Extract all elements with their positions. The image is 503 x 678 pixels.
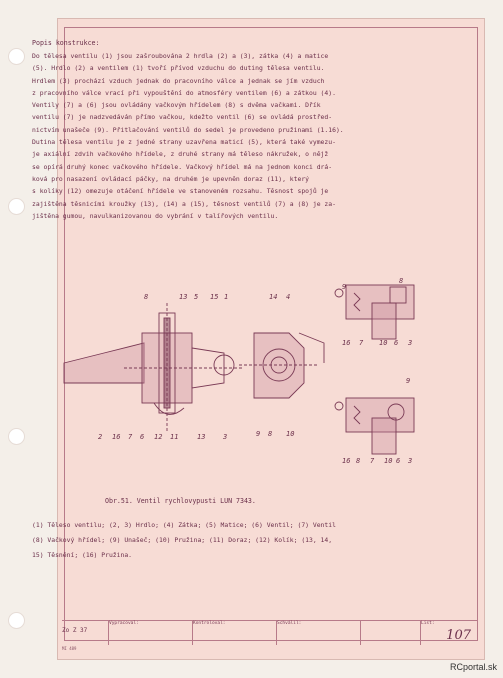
parts-legend xyxy=(32,518,336,563)
text-line: zajištěna těsnicími kroužky (13), (14) a (15), těsnost ventilů (7) a (8) je za- xyxy=(32,199,336,208)
part-label: 15 xyxy=(210,293,219,301)
part-label: 1 xyxy=(224,293,229,301)
text-line: s kolíky (12) omezuje otáčení hřídele ve stanoveném rozsahu. Těsnost spojů je xyxy=(32,187,329,196)
part-label: 13 xyxy=(179,293,188,301)
part-label: 5 xyxy=(194,293,199,301)
legend-line: (1) Těleso ventilu; (2, 3) Hrdlo; (4) Zátka; (5) Matice; (6) Ventil; (7) Ventil xyxy=(32,521,336,529)
part-label: 16 xyxy=(342,339,351,347)
part-label: 14 xyxy=(269,293,278,301)
part-label: 9 xyxy=(342,283,347,291)
text-line: (5). Hrdlo (2) a ventilem (1) tvoří přívod vzduchu do duting tělesa ventilu. xyxy=(32,64,325,73)
part-label: 3 xyxy=(408,457,413,465)
part-label: 6 xyxy=(140,433,145,441)
text-line: nictvím unašeče (9). Přitlačování ventilů do sedel je provedeno pružinami (1.16). xyxy=(32,125,344,134)
part-label: 10 xyxy=(286,430,295,438)
text-line: ková pro nasazení ovládací páčky, na druhém je upevněn doraz (11), který xyxy=(32,174,310,183)
valve-technical-drawing xyxy=(24,273,420,491)
sheet-code: Zo Z 37 xyxy=(62,627,88,634)
titleblock-label: Vypracoval: xyxy=(109,621,139,626)
site-watermark: RCportal.sk xyxy=(449,662,497,672)
part-label: 8 xyxy=(356,457,361,465)
part-label: 16 xyxy=(342,457,351,465)
text-line: jištěna gumou, navulkanizovanou do vybrání v talířových ventilu. xyxy=(32,211,279,220)
text-line: se opírá druhý konec vačkového hřídele. Vačkový hřídel má na jednom konci drá- xyxy=(32,162,333,171)
section-heading: Popis konstrukce: xyxy=(32,39,100,47)
page-number: 107 xyxy=(446,628,471,643)
title-block xyxy=(62,620,478,645)
titleblock-label: List: xyxy=(421,621,435,626)
part-label: 10 xyxy=(379,339,388,347)
part-label: 7 xyxy=(370,457,375,465)
text-line: ventilu (7) je nadzvedáván přímo vačkou, kdežto ventil (6) se ovládá prostřed- xyxy=(32,113,333,122)
figure-caption: Obr.51. Ventil rychlovypusti LUN 7343. xyxy=(105,497,256,505)
part-label: 8 xyxy=(268,430,273,438)
binder-hole xyxy=(8,612,25,629)
part-label: 6 xyxy=(396,457,401,465)
titleblock-cell xyxy=(108,621,193,645)
titleblock-label: Schválil: xyxy=(277,621,302,626)
text-line: Dutina tělesa ventilu je z jedné strany uzavřena maticí (5), která také vymezu- xyxy=(32,138,336,147)
titleblock-cell xyxy=(360,621,421,645)
legend-line: 15) Těsnění; (16) Pružina. xyxy=(32,551,133,559)
titleblock-label: Kontroloval: xyxy=(193,621,226,626)
part-label: 13 xyxy=(197,433,206,441)
part-label: 16 xyxy=(112,433,121,441)
text-line: Do tělesa ventilu (1) jsou zašroubována 2 hrdla (2) a (3), zátka (4) a matice xyxy=(32,52,329,60)
part-label: 9 xyxy=(256,430,261,438)
part-label: 4 xyxy=(286,293,291,301)
part-label: 6 xyxy=(394,339,399,347)
part-label: 3 xyxy=(223,433,228,441)
text-line: z pracovního válce vrací při vypouštění do atmosféry ventilem (6) a zátkou (4). xyxy=(32,88,336,97)
part-label: 2 xyxy=(98,433,103,441)
binder-hole xyxy=(8,48,25,65)
titleblock-cell xyxy=(420,621,479,645)
part-label: 10 xyxy=(384,457,393,465)
part-label: 11 xyxy=(170,433,179,441)
part-label: 3 xyxy=(408,339,413,347)
legend-line: (8) Vačkový hřídel; (9) Unašeč; (10) Pružina; (11) Doraz; (12) Kolík; (13, 14, xyxy=(32,536,333,544)
description-paragraph xyxy=(32,50,410,222)
binder-hole xyxy=(8,428,25,445)
part-label: 8 xyxy=(399,277,404,285)
part-label: 8 xyxy=(144,293,149,301)
part-label: 7 xyxy=(359,339,364,347)
part-label: 9 xyxy=(406,377,411,385)
part-label: 7 xyxy=(128,433,133,441)
text-line: je axiální zdvih vačkového hřídele, z druhé strany má těleso nákružek, o nějž xyxy=(32,150,329,159)
binder-hole xyxy=(8,198,25,215)
part-label: 12 xyxy=(154,433,163,441)
titleblock-cell xyxy=(192,621,277,645)
text-line: Ventily (7) a (6) jsou ovládány vačkovým hřídelem (8) s dvěma vačkami. Dřík xyxy=(32,101,321,110)
text-line: Hrdlem (3) prochází vzduch jednak do pracovního válce a jednak se jím vzduch xyxy=(32,76,325,85)
print-code: MI 489 xyxy=(62,646,77,651)
titleblock-cell xyxy=(276,621,361,645)
